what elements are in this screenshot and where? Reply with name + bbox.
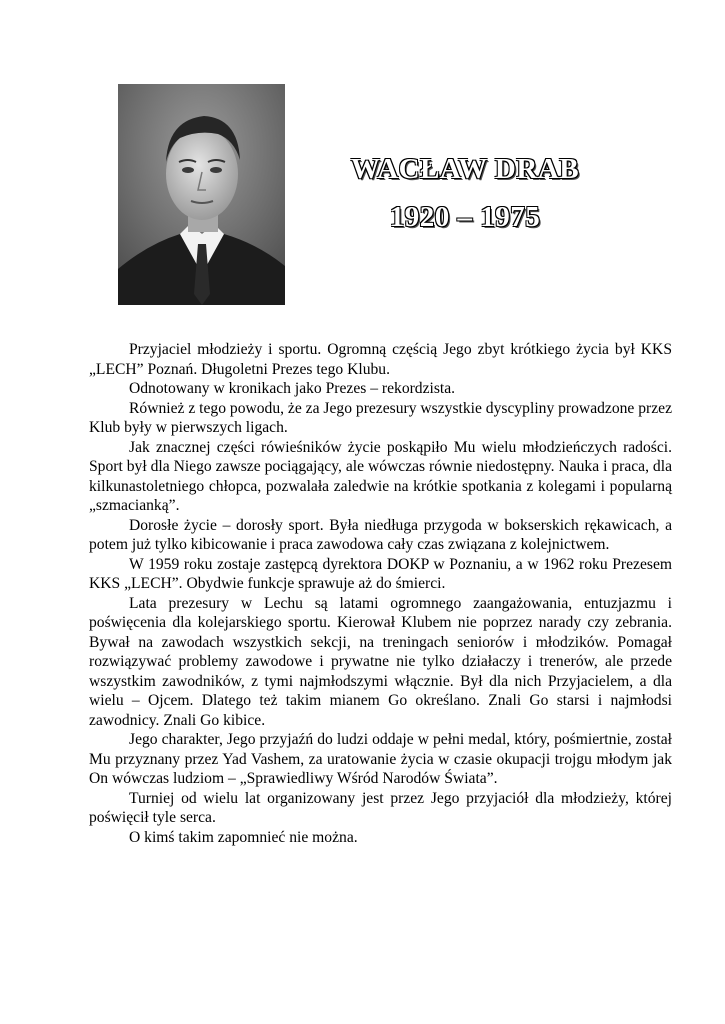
person-name: WACŁAW DRAB	[350, 153, 580, 185]
bio-paragraph: Przyjaciel młodzieży i sportu. Ogromną częścią Jego zbyt krótkiego życia był KKS „LECH” Poznań. Długoletni Prezes tego Klubu.	[89, 341, 672, 378]
biography-text	[89, 340, 672, 847]
bio-paragraph: Również z tego powodu, że za Jego prezesury wszystkie dyscypliny prowadzone przez Klub były w pierwszych ligach.	[89, 399, 672, 436]
bio-paragraph: Jego charakter, Jego przyjaźń do ludzi oddaje w pełni medal, który, pośmiertnie, został Mu przyznany przez Yad Vashem, za uratowanie życia w czasie okupacji trojgu młodym jak On wówczas ludziom – „Sprawiedliwy Wśród Narodów Świata”.	[89, 731, 672, 787]
life-years: 1920 – 1975	[389, 201, 541, 233]
bio-paragraph: Turniej od wielu lat organizowany jest przez Jego przyjaciół dla młodzieży, której poświęcił tyle serca.	[89, 789, 672, 826]
bio-paragraph: O kimś takim zapomnieć nie można.	[129, 828, 358, 846]
bio-paragraph: Jak znacznej części rówieśników życie poskąpiło Mu wielu młodzieńczych radości. Sport był dla Niego zawsze pociągający, ale wówczas równie niedostępny. Nauka i praca, dla kilkunastoletniego chłopca, pozwalała zaledwie na krótkie spotkania z kolegami i popularną „szmacianką”.	[89, 438, 672, 514]
bio-paragraph: Odnotowany w kronikach jako Prezes – rekordzista.	[129, 380, 456, 397]
portrait-photo	[118, 84, 285, 305]
bio-paragraph: Lata prezesury w Lechu są latami ogromnego zaangażowania, entuzjazmu i poświęcenia dla kolejarskiego sportu. Kierował Klubem nie poprzez narady czy zebrania. Bywał na zawodach wszystkich sekcji, na treningach seniorów i młodzików. Pomagał rozwiązywać problemy zawodowe i prywatne nie tylko działaczy i trenerów, ale przede wszystkim zawodników, z tymi najmłodszymi włącznie. Był dla nich Przyjacielem, a dla wielu – Ojcem. Dlatego też takim mianem Go określano. Znali Go starsi i najmłodsi zawodnicy. Znali Go kibice.	[89, 594, 672, 729]
portrait-illustration	[118, 84, 285, 305]
bio-paragraph: Dorosłe życie – dorosły sport. Była niedługa przygoda w bokserskich rękawicach, a potem już tylko kibicowanie i praca zawodowa cały czas związana z kolejnictwem.	[89, 516, 672, 553]
bio-paragraph: W 1959 roku zostaje zastępcą dyrektora DOKP w Poznaniu, a w 1962 roku Prezesem KKS „LECH”. Obydwie funkcje sprawuje aż do śmierci.	[89, 555, 672, 592]
